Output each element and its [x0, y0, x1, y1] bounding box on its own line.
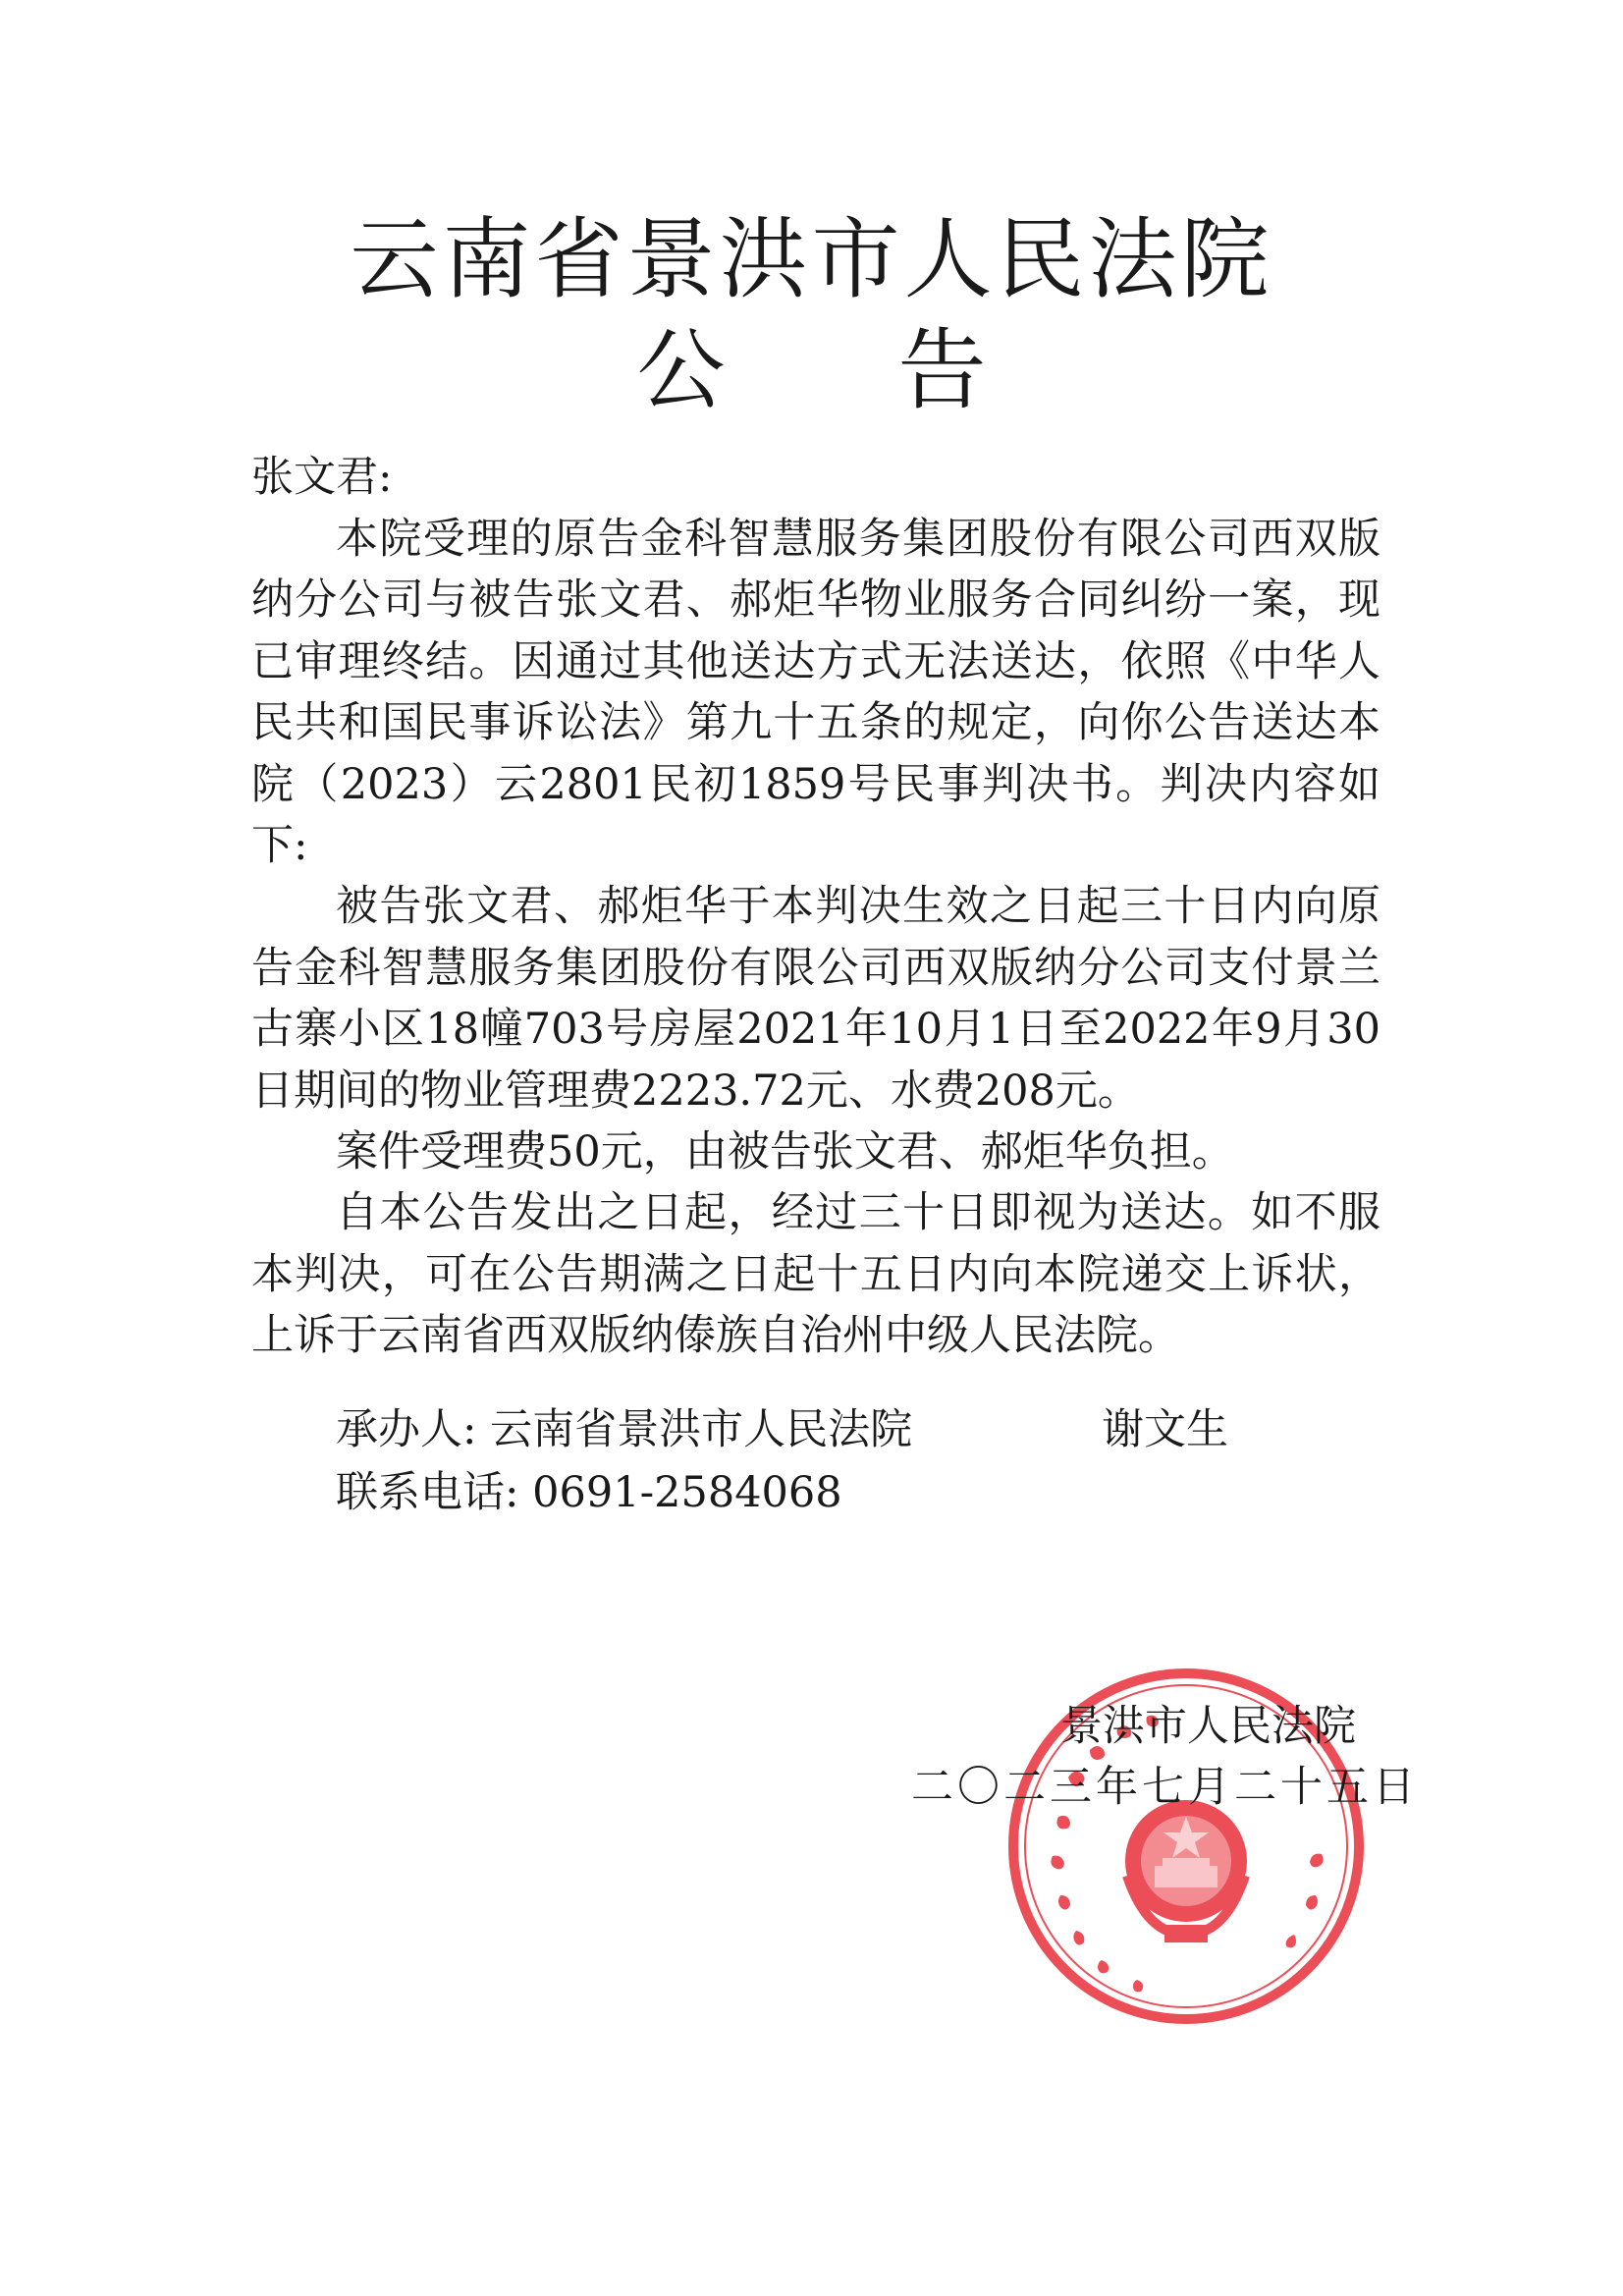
- body-paragraph: 本院受理的原告金科智慧服务集团股份有限公司西双版纳分公司与被告张文君、郝炬华物业服务合同纠纷一案，现已审理终结。因通过其他送达方式无法送达，依照《中华人民共和国民事诉讼法》第九十五条的规定，向你公告送达本院（2023）云2801民初1859号民事判决书。判决内容如下:: [251, 515, 1380, 871]
- body-paragraph: 被告张文君、郝炬华于本判决生效之日起三十日内向原告金科智慧服务集团股份有限公司西双版纳分公司支付景兰古寨小区18幢703号房屋2021年10月1日至2022年9月30日期间的物业管理费2223.72元、水费208元。: [251, 882, 1380, 1116]
- contact-phone: 联系电话: 0691-2584068: [336, 1468, 842, 1517]
- document-type-title: [0, 312, 1623, 430]
- signature-court: 景洪市人民法院: [1060, 1702, 1356, 1751]
- signature-date: 二〇二三年七月二十五日: [911, 1763, 1419, 1812]
- handler-name: 谢文生: [1102, 1405, 1228, 1454]
- body-paragraph: 自本公告发出之日起，经过三十日即视为送达。如不服本判决，可在公告期满之日起十五日内向本院递交上诉状，上诉于云南省西双版纳傣族自治州中级人民法院。: [251, 1188, 1380, 1361]
- notice-body: [251, 509, 1380, 1367]
- handler-line: 承办人: 云南省景洪市人民法院: [336, 1405, 913, 1454]
- document-type-char-1: 公: [636, 319, 726, 422]
- court-title: 云南省景洪市人民法院: [350, 208, 1273, 311]
- document-type-char-2: 告: [897, 319, 987, 422]
- body-paragraph: 案件受理费50元，由被告张文君、郝炬华负担。: [336, 1127, 1234, 1177]
- addressee: 张文君:: [251, 453, 393, 502]
